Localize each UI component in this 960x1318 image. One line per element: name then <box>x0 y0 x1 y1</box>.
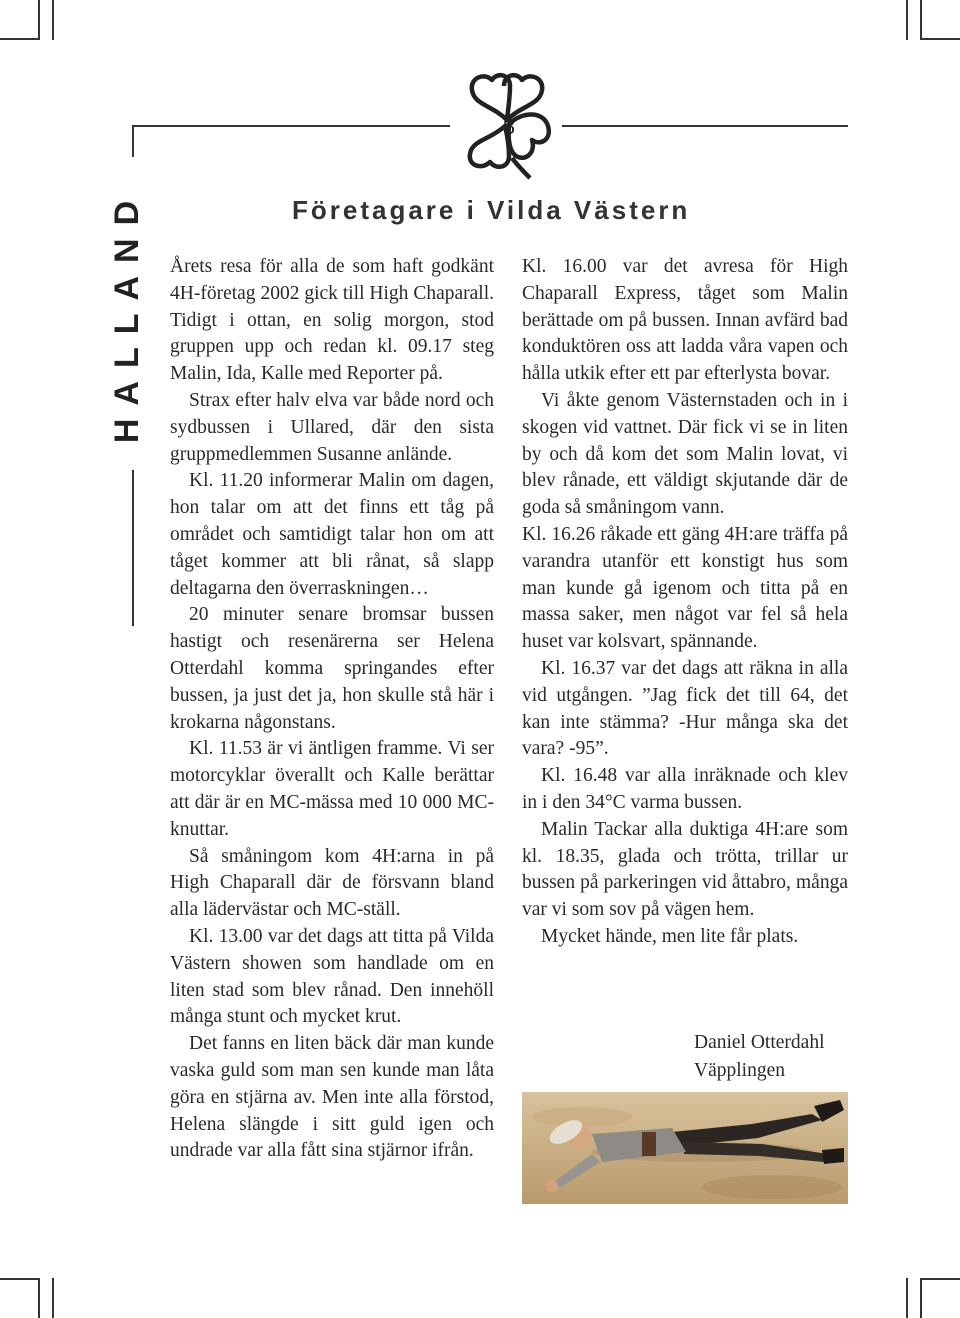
region-label <box>98 175 158 455</box>
crop-mark <box>52 1278 54 1318</box>
article-paragraph: Kl. 11.20 informerar Malin om dagen, hon talar om att det finns ett tåg på området och samtidigt talar hon om att tåget kommer att bli rånat, så slapp deltagarna den överraskningen… <box>170 470 494 599</box>
author-affiliation: Väpplingen <box>694 1060 785 1081</box>
page-number: 8 <box>502 114 516 139</box>
side-rule-top <box>132 125 134 157</box>
article-photo <box>522 1092 848 1204</box>
article-title: Företagare i Vilda Västern <box>292 195 691 225</box>
crop-mark <box>906 1278 908 1318</box>
article-paragraph: Kl. 13.00 var det dags att titta på Vilda Västern showen som handlade om en liten stad som blev rånad. Den innehöll många stunt och mycket krut. <box>170 925 494 1028</box>
header-rule-right <box>562 125 848 127</box>
crop-mark <box>920 1278 960 1280</box>
author-signature <box>694 1029 825 1085</box>
crop-mark <box>920 38 960 40</box>
article-paragraph: Det fanns en liten bäck där man kunde vaska guld som man sen kunde man låta göra en stjärna av. Men inte alla förstod, Helena slängde i sitt guld igen och undrade var alla fått sina stjärnor ifrån. <box>170 1033 494 1162</box>
article-column-left <box>170 254 494 1165</box>
article-paragraph: Årets resa för alla de som haft godkänt 4H-företag 2002 gick till High Chaparall. Tidigt i ottan, en solig morgon, stod gruppen upp och redan kl. 09.17 steg Malin, Ida, Kalle med Reporter på. <box>170 256 494 385</box>
article-paragraph: Kl. 16.00 var det avresa för High Chaparall Express, tåget som Malin berättade om på bussen. Innan avfärd bad konduktören oss att ladda våra vapen och hålla utkik efter ett par efterlysta bovar. <box>522 256 848 385</box>
photo-illustration <box>522 1092 848 1204</box>
article-paragraph: Kl. 16.37 var det dags att räkna in alla vid utgången. ”Jag fick det till 64, det kan inte stämma? -Hur många ska det vara? -95”. <box>522 657 848 760</box>
article-paragraph: Kl. 16.26 råkade ett gäng 4H:are träffa på varandra utanför ett konstigt hus som man kunde gå igenom och titta på en massa saker, men något var fel så hela huset var kolsvart, spännande. <box>522 523 848 653</box>
crop-mark <box>920 0 922 40</box>
crop-mark <box>0 38 40 40</box>
article-paragraph: Mycket hände, men lite får plats. <box>541 925 799 947</box>
side-rule-bottom <box>132 470 134 626</box>
crop-mark <box>38 1278 40 1318</box>
author-name: Daniel Otterdahl <box>694 1032 825 1053</box>
article-paragraph: Malin Tackar alla duktiga 4H:are som kl. 18.35, glada och trötta, trillar ur bussen på parkeringen vid åttabro, många var vi som sov på vägen hem. <box>522 818 848 921</box>
region-label-text: HALLAND <box>108 187 147 443</box>
article-paragraph: 20 minuter senare bromsar bussen hastigt och resenärerna ser Helena Otterdahl komma springandes efter bussen, ja just det ja, hon skulle stå här i krokarna någonstans. <box>170 604 494 733</box>
article-paragraph: Kl. 11.53 är vi äntligen framme. Vi ser motorcyklar överallt och Kalle berättar att där är en MC-mässa med 10 000 MC-knuttar. <box>170 738 494 840</box>
article-column-right <box>522 254 848 951</box>
article-paragraph: Vi åkte genom Västernstaden och in i skogen vid vattnet. Där fick vi se in liten by och då kom det som Malin lovat, vi blev rånade, ett väldigt skjutande där de goda så småningom vann. <box>522 389 848 519</box>
header-rule-left <box>132 125 450 127</box>
crop-mark <box>920 1278 922 1318</box>
crop-mark <box>38 0 40 40</box>
crop-mark <box>0 1278 40 1280</box>
crop-mark <box>906 0 908 40</box>
article-paragraph: Så småningom kom 4H:arna in på High Chaparall där de försvann bland alla lädervästar och MC-ställ. <box>170 845 494 921</box>
article-paragraph: Kl. 16.48 var alla inräknade och klev in i den 34°C varma bussen. <box>522 765 848 813</box>
article-paragraph: Strax efter halv elva var både nord och sydbussen i Ullared, där den sista gruppmedlemmen Susanne anlände. <box>170 389 494 465</box>
crop-mark <box>52 0 54 40</box>
